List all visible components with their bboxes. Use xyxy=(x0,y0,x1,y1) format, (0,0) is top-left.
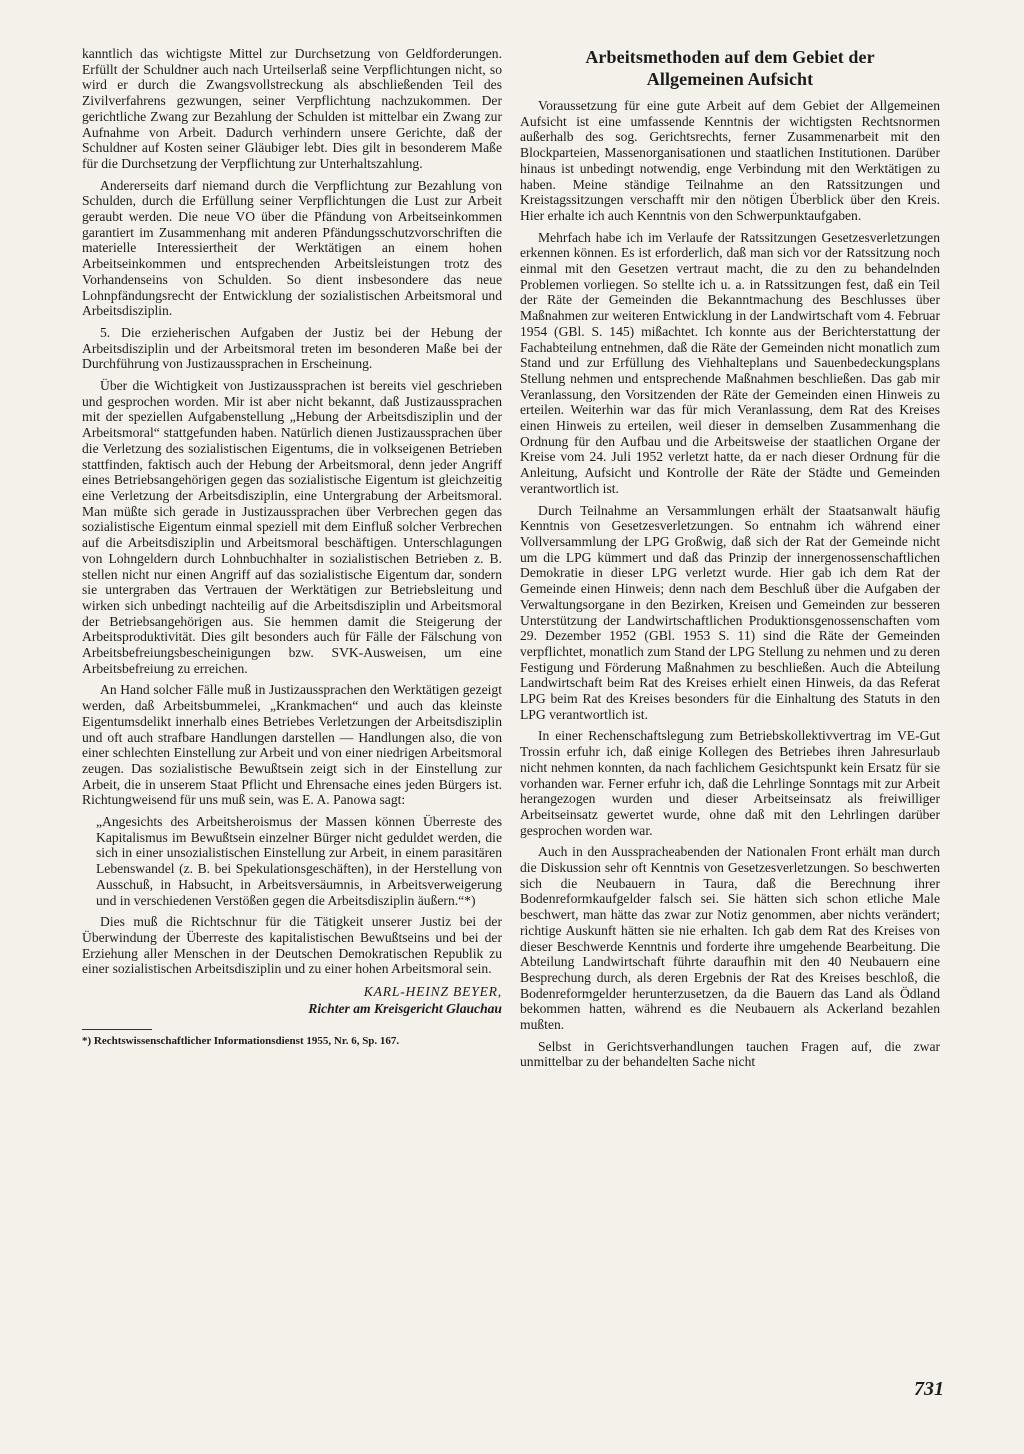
page-number: 731 xyxy=(914,1378,944,1400)
paragraph: Voraussetzung für eine gute Arbeit auf dem Gebiet der Allgemeinen Aufsicht ist eine umfassende Kenntnis der wichtigsten Rechtsnormen außerhalb des sog. Gerichtsrechts, ferner Zusammenarbeit mit den Blockparteien, Massenorganisationen und staatlichen Institutionen. Darüber hinaus ist unbedingt notwendig, enge Verbindung mit den Werktätigen zu haben. Meine ständige Teilnahme an den Ratssitzungen und Kreistagssitzungen verschafft mir den nötigen Überblick über den Kreis. Hier erhalte ich auch Kenntnis von den Schwerpunktaufgaben. xyxy=(520,98,940,223)
left-column xyxy=(82,46,502,1048)
paragraph: In einer Rechenschaftslegung zum Betriebskollektivvertrag im VE-Gut Trossin erfuhr ich, daß einige Kollegen des Betriebes ihren Jahresurlaub nicht nehmen konnten, da nach fachlichem Gesichtspunkt kein Ersatz für sie vorhanden war. Ferner erfuhr ich, daß die Lehrlinge Sonntags mit zur Arbeit herangezogen wurden und dieser Arbeitseinsatz als freiwilliger Arbeitseinsatz gewertet wurde, ohne daß mit den Lehrlingen darüber gesprochen worden war. xyxy=(520,728,940,838)
paragraph: Selbst in Gerichtsverhandlungen tauchen Fragen auf, die zwar unmittelbar zu der behandelten Sache nicht xyxy=(520,1038,940,1070)
paragraph: Mehrfach habe ich im Verlaufe der Ratssitzungen Gesetzesverletzungen erkennen können. Es ist erforderlich, daß man sich vor der Ratssitzung noch einmal mit den Gesetzen vertraut macht, die zu den zu behandelnden Problemen vorliegen. So stellte ich u. a. in Ratssitzungen fest, daß ein Teil der Räte der Gemeinden die Bekanntmachung des Beschlusses über Maßnahmen zur weiteren Entwicklung in der Landwirtschaft vom 4. Februar 1954 (GBl. S. 145) mißachtet. Ich konnte aus der Berichterstattung der Fachabteilung entnehmen, daß die Räte der Gemeinden nicht monatlich zum Stand und zur Erfüllung des Viehhalteplans und Sauenbedeckungsplans Stellung nehmen und entsprechende Maßnahmen beschließen. Das gab mir Veranlassung, den Vorsitzenden der Räte der Gemeinden einen Hinweis zu erteilen. Weiterhin war das für mich Veranlassung, dem Rat des Kreises einen Hinweis zu erteilen, weil dieser in demselben Zusammenhang die Ordnung für den Aufbau und die Arbeitsweise der staatlichen Organe der Kreise vom 24. Juli 1952 verletzt hatte, da er nach dieser Ordnung für die Anleitung, Aufsicht und Kontrolle der Räte der Städte und Gemeinden verantwortlich ist. xyxy=(520,229,940,496)
right-column xyxy=(520,46,940,1076)
paragraph: 5. Die erzieherischen Aufgaben der Justiz bei der Hebung der Arbeitsdisziplin und der Arbeitsmoral treten im besonderen Maße bei der Durchführung von Justizaussprachen in Erscheinung. xyxy=(82,324,502,372)
block-quote: „Angesichts des Arbeitsheroismus der Massen können Überreste des Kapitalismus im Bewußtsein einzelner Bürger nicht geduldet werden, die sich in einer unsozialistischen Einstellung zur Arbeit, in einem parasitären Lebenswandel (z. B. bei Spekulationsgeschäften), in der Herstellung von Ausschuß, in Habsucht, in Arbeitsversäumnis, in Arbeitsverweigerung und in verschiedenen Verstößen gegen die Arbeitsdisziplin äußern.“*) xyxy=(96,814,502,908)
author-name: KARL-HEINZ BEYER, xyxy=(363,984,502,1000)
footnote-divider xyxy=(82,1029,152,1030)
title-line-1: Arbeitsmethoden auf dem Gebiet der xyxy=(585,47,875,67)
paragraph: Über die Wichtigkeit von Justizaussprachen ist bereits viel geschrieben und gesprochen worden. Mir ist aber nicht bekannt, daß Justizaussprachen mit der speziellen Aufgabenstellung „Hebung der Arbeitsdisziplin und der Arbeitsmoral“ stattgefunden haben. Natürlich dienen Justizaussprachen über die Verletzung des sozialistischen Eigentums, die in volkseigenen Betrieben stattfinden, faktisch auch der Hebung der Arbeitsmoral, denn jeder Angriff eines Betriebsangehörigen gegen das sozialistische Eigentum ist gleichzeitig eine Verletzung der Arbeitsdisziplin, eine Untergrabung der Arbeitsmoral. Man müßte sich gerade in Justizaussprachen über Verbrechen gegen das sozialistische Eigentum einmal speziell mit dem Einfluß solcher Verbrechen auf die Arbeitsdisziplin und Arbeitsmoral beschäftigen. Unterschlagungen von Lohngeldern durch Lohnbuchhalter in sozialistischen Betrieben z. B. stellen nicht nur einen Angriff auf das sozialistische Eigentum dar, sondern sie untergraben das Vertrauen der Werktätigen zur Betriebsleitung und wirken sich unbedingt nachteilig auf die Arbeitsdisziplin und Arbeitsmoral der Betriebsangehörigen aus. Sie hemmen damit die Steigerung der Arbeitsproduktivität. Dies gilt besonders auch für Fälle der Fälschung von Arbeitsbefreiungsbescheinigungen bzw. SVK-Ausweisen, um eine Arbeitsbefreiung zu erreichen. xyxy=(82,378,502,676)
paragraph: Durch Teilnahme an Versammlungen erhält der Staatsanwalt häufig Kenntnis von Gesetzesverletzungen. So entnahm ich während einer Vollversammlung der LPG Großwig, daß sich der Rat der Gemeinde nicht um die LPG kümmert und daß das Prinzip der innergenossenschaftlichen Demokratie in dieser LPG verletzt wurde. Hier gab ich dem Rat der Gemeinde einen Hinweis; denn nach dem Beschluß über die Aufgaben der Verwaltungsorgane in den Bezirken, Kreisen und Gemeinden zur besseren Unterstützung der Landwirtschaftlichen Produktionsgenossenschaften vom 29. Dezember 1952 (GBl. 1953 S. 11) sind die Räte der Gemeinden verpflichtet, monatlich zum Stand der LPG Stellung zu nehmen und zu deren Festigung und Förderung Maßnahmen zu beschließen. Auch die Abteilung Landwirtschaft beim Rat des Kreises erhielt einen Hinweis, da das Referat LPG beim Rat des Kreises besonders für die Einhaltung des Statuts in den LPG verantwortlich ist. xyxy=(520,502,940,722)
paragraph: kanntlich das wichtigste Mittel zur Durchsetzung von Geldforderungen. Erfüllt der Schuldner auch nach Urteilserlaß seine Verpflichtungen nicht, so wird er durch die Zwangsvollstreckung als abschließenden Teil des Zivilverfahrens gezwungen, seiner Verpflichtung nachzukommen. Der gerichtliche Zwang zur Bezahlung der Schulden ist mittelbar ein Zwang zur Aufnahme von Arbeit. Dadurch verhindern unsere Gerichte, daß der Schuldner auf Kosten seiner Gläubiger lebt. Dies gilt in besonderem Maße für die Durchsetzung der Verpflichtung zur Unterhaltszahlung. xyxy=(82,46,502,171)
paragraph: An Hand solcher Fälle muß in Justizaussprachen den Werktätigen gezeigt werden, daß Arbeitsbummelei, „Krankmachen“ und auch das kleinste Eigentumsdelikt innerhalb eines Betriebes Verletzungen der Arbeitsdisziplin und oft auch strafbare Handlungen darstellen — Handlungen also, die von einer schlechten Einstellung zur Arbeit und von einer niedrigen Arbeitsmoral zeugen. Das sozialistische Bewußtsein zeigt sich in der Einstellung zur Arbeit, die in unserem Staat Pflicht und Ehrensache eines jeden Bürgers ist. Richtungweisend für uns muß sein, was E. A. Panowa sagt: xyxy=(82,682,502,808)
footnote: *) Rechtswissenschaftlicher Informationsdienst 1955, Nr. 6, Sp. 167. xyxy=(82,1035,400,1048)
article-title xyxy=(520,46,940,90)
paragraph: Auch in den Ausspracheabenden der Nationalen Front erhält man durch die Diskussion sehr oft Kenntnis von Gesetzesverletzungen. So beschwerten sich die Neubauern in Taura, daß die Berechnung ihrer Bodenreformkaufgelder falsch sei. Sie hätten sich schon etliche Male beschwert, man hätte das zwar zur Notiz genommen, aber nichts verändert; richtige Auskunft hätten sie nie erhalten. Ich gab dem Rat des Kreises von dieser Beschwerde Kenntnis und forderte ihre umgehende Bearbeitung. Die Abteilung Landwirtschaft führte daraufhin mit den 40 Neubauern eine Besprechung durch, als deren Ergebnis der Rat des Kreises beschloß, die Bodenreformgelder herunterzusetzen, da die Bauern das Land als Ödland bekommen hatten, während es die Neubauern als Ackerland bezahlen mußten. xyxy=(520,844,940,1033)
title-line-2: Allgemeinen Aufsicht xyxy=(646,69,814,89)
signature xyxy=(82,983,502,1017)
paragraph: Andererseits darf niemand durch die Verpflichtung zur Bezahlung von Schulden, durch die Erfüllung seiner Verpflichtungen die Lust zur Arbeit geraubt werden. Die neue VO über die Pfändung von Arbeitseinkommen garantiert im Zusammenhang mit anderen Pfändungsschutzvorschriften die materielle Interessiertheit der Werktätigen an einem hohen Arbeitseinkommen und entsprechenden Arbeitsleistungen trotz des Vorhandenseins von Schulden. So dient insbesondere das neue Lohnpfändungsrecht der Entwicklung der sozialistischen Arbeitsmoral und Arbeitsdisziplin. xyxy=(82,177,502,319)
author-role: Richter am Kreisgericht Glauchau xyxy=(308,1001,502,1017)
closing-paragraph: Dies muß die Richtschnur für die Tätigkeit unserer Justiz bei der Überwindung der Überreste des kapitalistischen Bewußtseins und bei der Erziehung aller Menschen in der Deutschen Demokratischen Republik zu einer sozialistischen Arbeitsdisziplin und zu einer hohen Arbeitsmoral sein. xyxy=(82,914,502,977)
